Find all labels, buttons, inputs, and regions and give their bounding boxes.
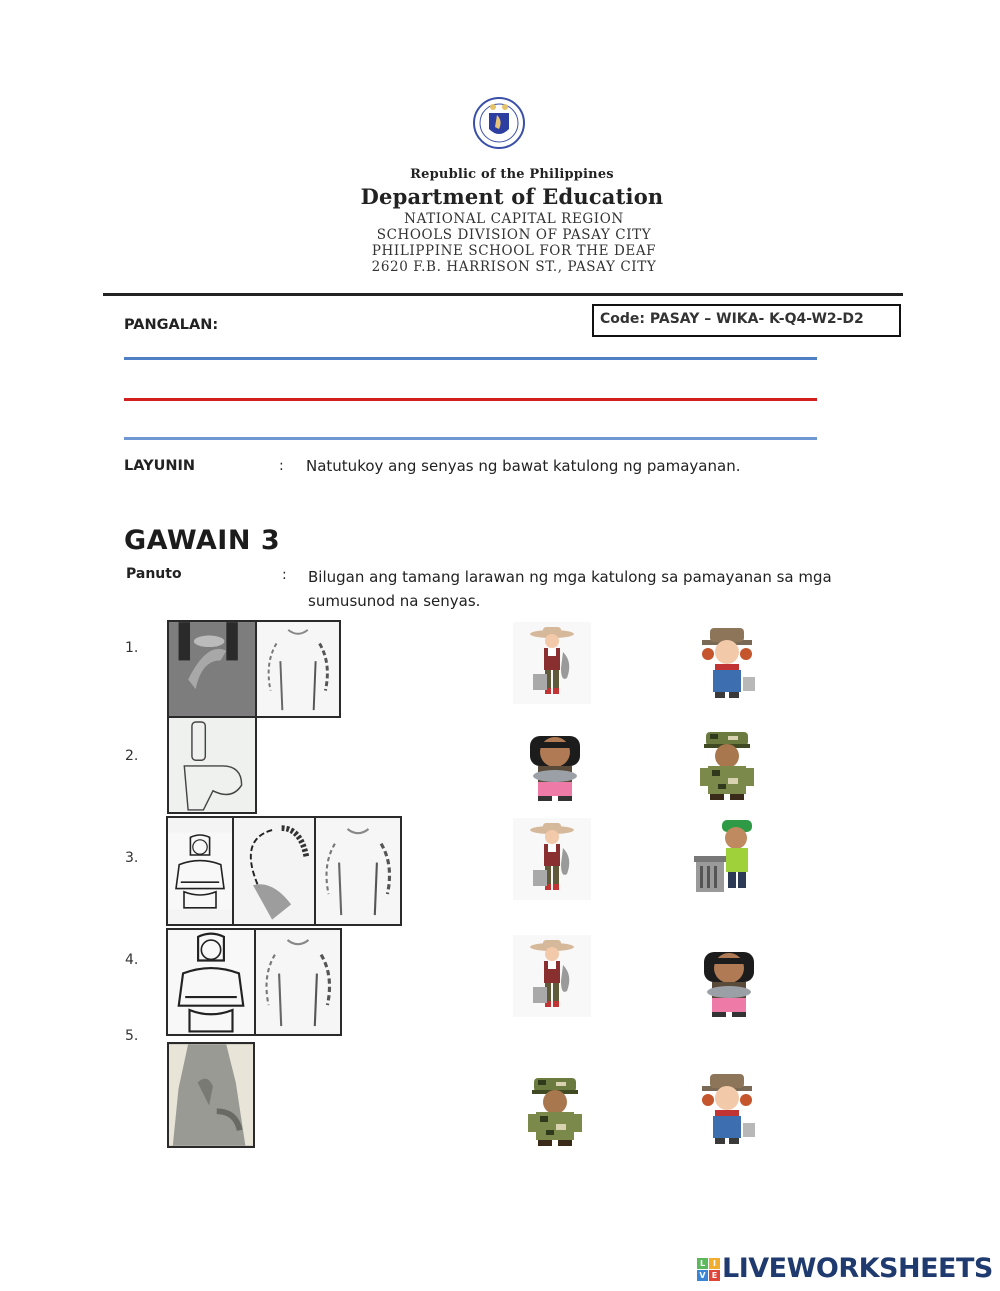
- header-department: Department of Education: [360, 184, 664, 209]
- sign-image-person-hands-at-waist: [166, 816, 234, 926]
- choice-vendor[interactable]: [516, 724, 594, 806]
- item-number: 3.: [125, 850, 139, 866]
- instructions-label: Panuto: [126, 566, 182, 582]
- sign-image-photo-hand-at-mouth: [167, 1042, 255, 1148]
- logo-tile-i: I: [709, 1258, 720, 1269]
- item-number: 4.: [125, 952, 139, 968]
- header-school: PHILIPPINE SCHOOL FOR THE DEAF: [371, 243, 657, 259]
- logo-tile-l: L: [697, 1258, 708, 1269]
- sign-image-arms-motion: [255, 620, 341, 718]
- sign-image-photo-hand-at-chin: [167, 620, 257, 718]
- header-division: SCHOOLS DIVISION OF PASAY CITY: [376, 227, 652, 243]
- logo-tile-e: E: [709, 1270, 720, 1281]
- sign-image-arms-motion: [254, 928, 342, 1036]
- choice-fisherman[interactable]: [513, 622, 591, 704]
- choice-soldier[interactable]: [516, 1070, 594, 1152]
- objective-text: Natutukoy ang senyas ng bawat katulong ng pamayanan.: [306, 457, 741, 475]
- name-line-middle[interactable]: [124, 398, 817, 401]
- liveworksheets-logo: [697, 1253, 993, 1284]
- instructions-text: Bilugan ang tamang larawan ng mga katulong sa pamayanan sa mga sumusunod na senyas.: [308, 568, 832, 610]
- header-address: 2620 F.B. HARRISON ST., PASAY CITY: [371, 259, 657, 275]
- item-number: 1.: [125, 640, 139, 656]
- choice-farmer[interactable]: [688, 1068, 766, 1150]
- deped-seal-icon: [473, 95, 525, 157]
- code-box: Code: PASAY – WIKA- K-Q4-W2-D2: [592, 304, 901, 337]
- logo-tiles-icon: [697, 1258, 720, 1281]
- objective-label: LAYUNIN: [124, 458, 196, 474]
- sign-image-arms-motion: [314, 816, 402, 926]
- name-line-bottom[interactable]: [124, 437, 817, 440]
- choice-fisherman[interactable]: [513, 935, 591, 1017]
- logo-text: LIVEWORKSHEETS: [722, 1253, 993, 1284]
- header-republic: Republic of the Philippines: [410, 167, 614, 182]
- choice-soldier[interactable]: [688, 724, 766, 806]
- item-number: 2.: [125, 748, 139, 764]
- choice-fisherman[interactable]: [513, 818, 591, 900]
- choice-farmer[interactable]: [688, 622, 766, 704]
- sign-image-arm-across-chest: [166, 928, 256, 1036]
- sign-image-hand-on-palm: [167, 716, 257, 814]
- objective-separator: :: [279, 458, 284, 474]
- choice-vendor[interactable]: [690, 940, 768, 1022]
- header-region: NATIONAL CAPITAL REGION: [404, 211, 624, 227]
- name-line-top[interactable]: [124, 357, 817, 360]
- name-label: PANGALAN:: [124, 317, 219, 333]
- instructions-separator: :: [282, 567, 287, 583]
- item-number: 5.: [125, 1028, 139, 1044]
- choice-garbage-collector[interactable]: [688, 816, 766, 898]
- header-divider: [103, 293, 903, 296]
- logo-tile-v: V: [697, 1270, 708, 1281]
- activity-title: GAWAIN 3: [124, 525, 281, 556]
- sign-image-hands-arc: [232, 816, 316, 926]
